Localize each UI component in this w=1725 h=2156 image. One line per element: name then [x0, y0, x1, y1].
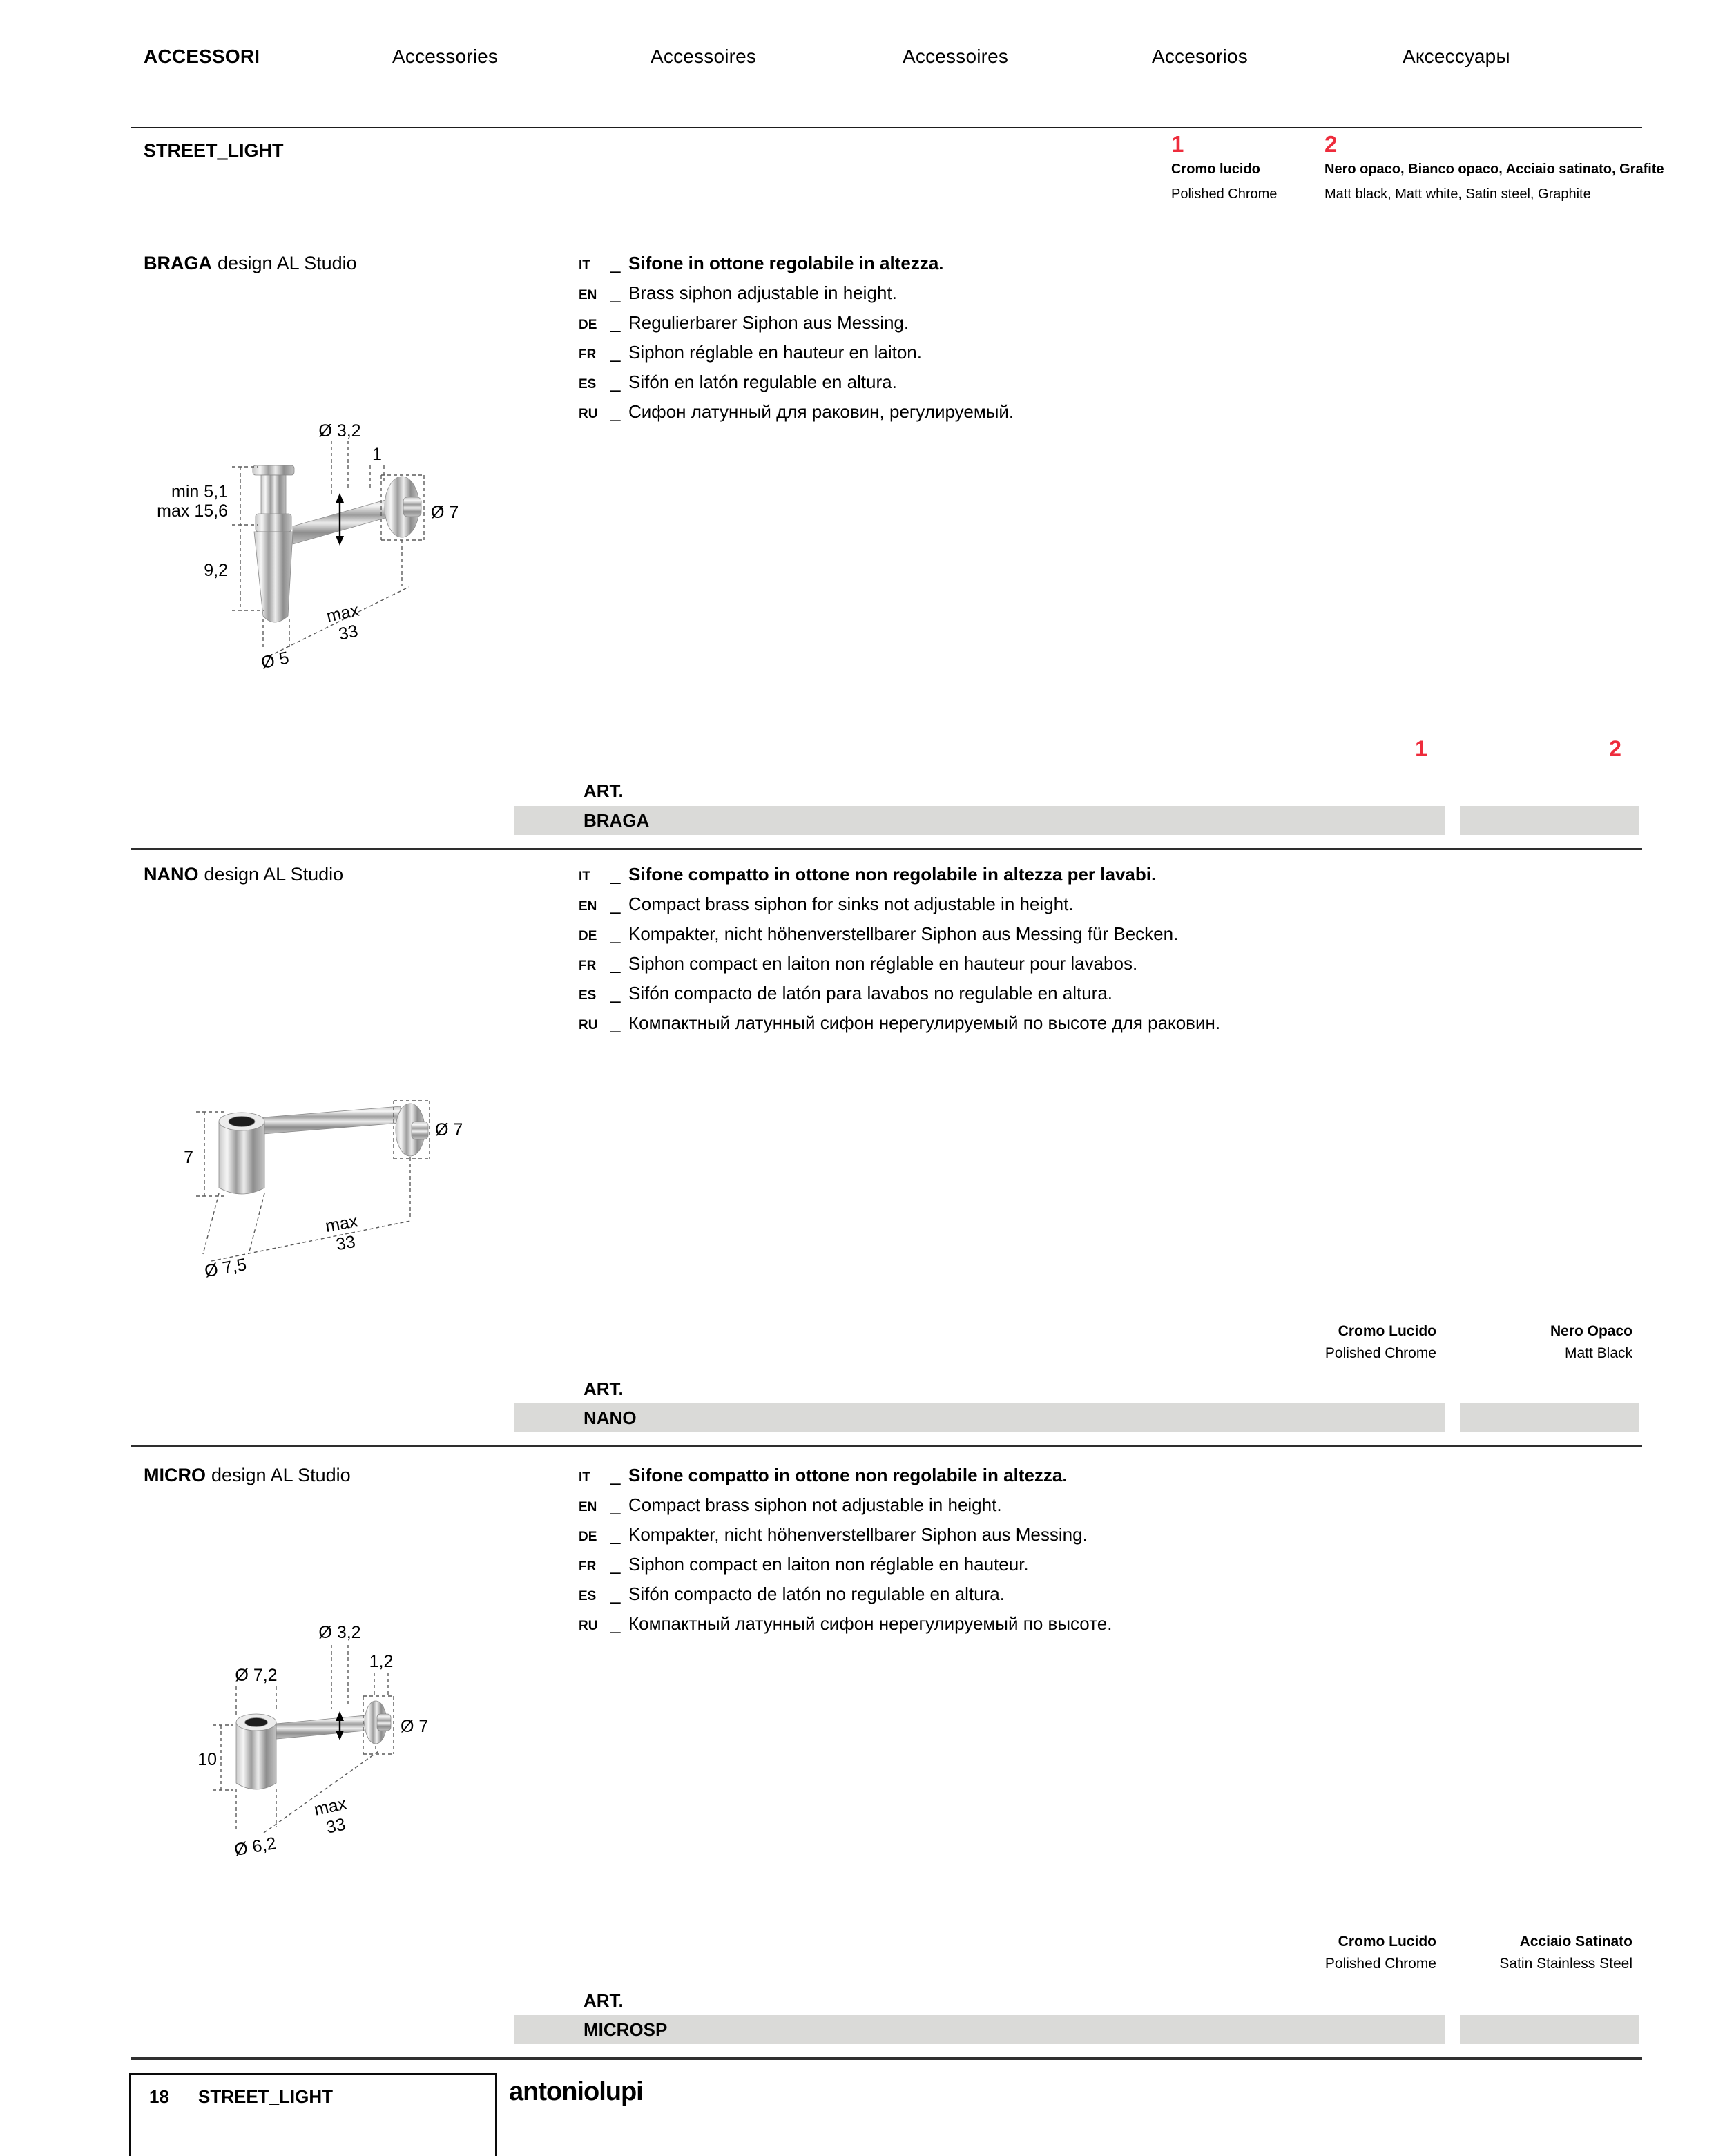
lang-code: EN	[579, 899, 597, 914]
series-title: STREET_LIGHT	[144, 140, 284, 161]
description-row	[579, 1494, 1002, 1516]
dim-label: max 15,6	[157, 501, 228, 521]
dim-label: Ø 7	[435, 1120, 463, 1139]
arrowhead-up	[336, 493, 344, 503]
product-name: NANO	[144, 864, 199, 885]
dim-label: 33	[334, 1231, 357, 1255]
separator: _	[610, 1524, 621, 1545]
description-text: Siphon réglable en hauteur en laiton.	[628, 342, 922, 363]
section-divider	[131, 1445, 1642, 1447]
product-designer: design AL Studio	[204, 864, 344, 885]
description-row	[579, 342, 922, 363]
brand-logo: antoniolupi	[509, 2077, 643, 2106]
description-text: Siphon compact en laiton non réglable en hauteur.	[628, 1554, 1029, 1575]
separator: _	[610, 1584, 621, 1604]
description-text: Компактный латунный сифон нерегулируемый по высоте.	[628, 1613, 1112, 1634]
product-designer: design AL Studio	[218, 253, 357, 273]
description-row	[579, 983, 1112, 1004]
art-label: ART.	[584, 1378, 624, 1399]
description-row	[579, 1012, 1220, 1034]
header-lang-fr: Accessoires	[903, 46, 1009, 67]
product-title-nano	[144, 864, 343, 885]
separator: _	[610, 923, 621, 944]
dim-label: 1	[372, 445, 382, 464]
lang-code: FR	[579, 1559, 597, 1574]
art-label: ART.	[584, 1990, 624, 2011]
description-text: Regulierbarer Siphon aus Messing.	[628, 312, 909, 333]
art-row-microsp-col2	[1460, 2015, 1639, 2044]
dim-label: 1,2	[369, 1652, 394, 1671]
art-code: MICROSP	[584, 2019, 668, 2040]
description-row	[579, 1584, 1005, 1605]
header-lang-en: Accessories	[392, 46, 499, 67]
dim-label: 9,2	[204, 561, 228, 580]
header-lang-ru: Аксессуары	[1403, 46, 1510, 67]
dim-label: 33	[336, 621, 360, 644]
finish-1-name: Cromo lucido	[1171, 162, 1260, 177]
lang-code: IT	[579, 869, 590, 884]
siphon-silhouette	[219, 1104, 428, 1194]
finish-name-en: Polished Chrome	[1324, 1345, 1436, 1361]
finish-2-name-en: Matt black, Matt white, Satin steel, Graphite	[1324, 186, 1591, 202]
header-lang-it: ACCESSORI	[144, 46, 260, 67]
description-row	[579, 923, 1178, 945]
braga-technical-drawing	[157, 413, 490, 684]
description-text: Compact brass siphon not adjustable in height.	[628, 1494, 1002, 1515]
dim-label: Ø 7	[431, 503, 459, 522]
product-designer: design AL Studio	[211, 1465, 351, 1485]
footer-series-name: STREET_LIGHT	[198, 2086, 334, 2107]
lang-code: RU	[579, 1619, 598, 1633]
description-text: Sifone compatto in ottone non regolabile in altezza per lavabi.	[628, 864, 1157, 885]
description-row	[579, 401, 1014, 423]
description-row	[579, 1465, 1068, 1486]
separator: _	[610, 1494, 621, 1515]
description-text: Sifón en latón regulable en altura.	[628, 372, 897, 392]
dim-label: Ø 7,5	[203, 1255, 249, 1282]
lang-code: FR	[579, 347, 597, 362]
finish-1-number: 1	[1171, 131, 1184, 157]
art-row-braga	[514, 806, 1445, 835]
footer-rule	[131, 2057, 1642, 2060]
column-2-number: 2	[1609, 736, 1621, 761]
finish-name: Cromo Lucido	[1338, 1323, 1436, 1339]
art-row-microsp	[514, 2015, 1445, 2044]
arrowhead-down	[336, 536, 344, 546]
dim-label: Ø 6,2	[233, 1833, 278, 1860]
lang-code: DE	[579, 929, 597, 943]
column-1-number: 1	[1415, 736, 1427, 761]
description-text: Kompakter, nicht höhenverstellbarer Siphon aus Messing.	[628, 1524, 1088, 1545]
description-text: Sifone in ottone regolabile in altezza.	[628, 253, 944, 273]
separator: _	[610, 401, 621, 422]
header-lang-de: Accessoires	[651, 46, 757, 67]
dim-label: min 5,1	[171, 482, 228, 501]
art-code: BRAGA	[584, 810, 650, 831]
separator: _	[610, 372, 621, 392]
dim-label: max	[325, 600, 361, 626]
lang-code: FR	[579, 959, 597, 973]
separator: _	[610, 864, 621, 885]
lang-code: DE	[579, 1530, 597, 1544]
description-text: Siphon compact en laiton non réglable en hauteur pour lavabos.	[628, 953, 1138, 974]
lang-code: ES	[579, 1589, 597, 1604]
separator: _	[610, 1465, 621, 1485]
separator: _	[610, 253, 621, 273]
arrowhead-up	[336, 1711, 344, 1721]
finish-1-name-en: Polished Chrome	[1171, 186, 1278, 202]
lang-code: ES	[579, 377, 597, 392]
lang-code: ES	[579, 988, 597, 1003]
description-row	[579, 372, 897, 393]
product-title-braga	[144, 253, 357, 274]
dim-label: Ø 7,2	[235, 1666, 278, 1685]
separator: _	[610, 1012, 621, 1033]
art-row-nano	[514, 1403, 1445, 1432]
dim-label: 7	[184, 1148, 193, 1167]
dim-label: max	[323, 1211, 360, 1237]
nano-technical-drawing	[173, 1090, 470, 1280]
finish-name: Nero Opaco	[1550, 1323, 1632, 1339]
dim-label: 33	[324, 1814, 347, 1838]
micro-technical-drawing	[193, 1624, 456, 1866]
header-rule	[131, 127, 1642, 128]
finish-2-name: Nero opaco, Bianco opaco, Acciaio satinato, Grafite	[1324, 162, 1664, 177]
description-row	[579, 953, 1137, 974]
description-row	[579, 1524, 1088, 1546]
description-text: Сифон латунный для раковин, регулируемый.	[628, 401, 1014, 422]
description-text: Kompakter, nicht höhenverstellbarer Siphon aus Messing für Becken.	[628, 923, 1179, 944]
art-row-braga-col2	[1460, 806, 1639, 835]
finish-name: Cromo Lucido	[1338, 1934, 1436, 1950]
dim-label: 10	[197, 1750, 217, 1769]
art-row-nano-col2	[1460, 1403, 1639, 1432]
description-row	[579, 312, 909, 334]
dim-label: max	[312, 1793, 349, 1820]
header-lang-es: Accesorios	[1152, 46, 1248, 67]
footer-page-cell	[129, 2073, 497, 2156]
separator: _	[610, 342, 621, 363]
description-row	[579, 282, 897, 304]
dim-label: Ø 3,2	[318, 1623, 361, 1642]
description-row	[579, 864, 1156, 885]
finish-2-number: 2	[1324, 131, 1338, 157]
finish-name-en: Polished Chrome	[1324, 1956, 1436, 1972]
separator: _	[610, 1613, 621, 1634]
product-name: MICRO	[144, 1465, 206, 1485]
lang-code: DE	[579, 318, 597, 332]
description-row	[579, 1613, 1112, 1635]
description-text: Sifón compacto de latón no regulable en altura.	[628, 1584, 1005, 1604]
page-number: 18	[149, 2086, 169, 2107]
description-row	[579, 1554, 1029, 1575]
description-text: Brass siphon adjustable in height.	[628, 282, 897, 303]
dim-label: Ø 5	[259, 648, 291, 673]
finish-name-en: Matt Black	[1564, 1345, 1632, 1361]
lang-code: IT	[579, 1470, 590, 1485]
separator: _	[610, 1554, 621, 1575]
lang-code: EN	[579, 1500, 597, 1514]
separator: _	[610, 282, 621, 303]
art-label: ART.	[584, 780, 624, 801]
finish-name: Acciaio Satinato	[1519, 1934, 1632, 1950]
finish-name-en: Satin Stainless Steel	[1499, 1956, 1632, 1972]
section-divider	[131, 848, 1642, 850]
lang-code: EN	[579, 288, 597, 302]
dim-label: Ø 3,2	[318, 421, 361, 441]
arrowhead-down	[336, 1731, 344, 1740]
description-text: Sifone compatto in ottone non regolabile in altezza.	[628, 1465, 1068, 1485]
separator: _	[610, 894, 621, 914]
description-text: Sifón compacto de latón para lavabos no regulable en altura.	[628, 983, 1113, 1003]
description-text: Компактный латунный сифон нерегулируемый по высоте для раковин.	[628, 1012, 1221, 1033]
separator: _	[610, 312, 621, 333]
art-code: NANO	[584, 1407, 637, 1428]
description-row	[579, 253, 944, 274]
siphon-silhouette	[253, 465, 421, 622]
separator: _	[610, 983, 621, 1003]
siphon-silhouette	[236, 1701, 391, 1789]
product-title-micro	[144, 1465, 351, 1486]
separator: _	[610, 953, 621, 974]
lang-code: IT	[579, 258, 590, 273]
description-text: Compact brass siphon for sinks not adjustable in height.	[628, 894, 1074, 914]
product-name: BRAGA	[144, 253, 212, 273]
lang-code: RU	[579, 407, 598, 421]
description-row	[579, 894, 1074, 915]
lang-code: RU	[579, 1018, 598, 1032]
dim-label: Ø 7	[401, 1717, 429, 1736]
